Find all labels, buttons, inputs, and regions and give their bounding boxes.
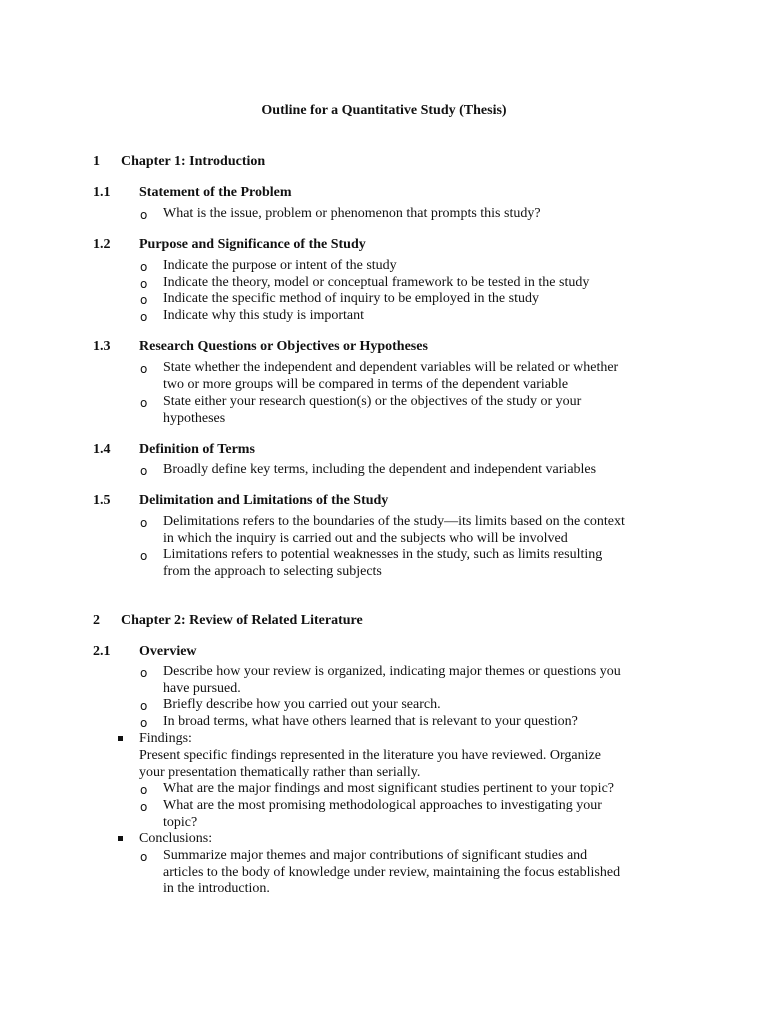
list-item: What is the issue, problem or phenomenon that prompts this study? (163, 206, 541, 221)
list-item: Indicate the theory, model or conceptual framework to be tested in the study (163, 275, 590, 290)
section-1-5-title: Delimitation and Limitations of the Study (139, 493, 389, 508)
bullet-icon: o (140, 277, 148, 291)
list-item: Indicate why this study is important (163, 308, 365, 323)
chapter-2-number: 2 (93, 613, 100, 628)
bullet-icon: o (140, 783, 148, 797)
bullet-icon: o (140, 464, 148, 478)
bullet-icon: o (140, 716, 148, 730)
list-item: Broadly define key terms, including the dependent and independent variables (163, 462, 597, 477)
list-item: What are the major findings and most significant studies pertinent to your topic? (163, 781, 615, 796)
list-item: Limitations refers to potential weaknesses in the study, such as limits resulting from the approach to selecting subjects (163, 547, 603, 579)
conclusions-label: Conclusions: (139, 831, 213, 846)
chapter-1-title: Chapter 1: Introduction (121, 154, 266, 169)
section-1-3-number: 1.3 (93, 339, 111, 354)
section-1-2-title: Purpose and Significance of the Study (139, 237, 366, 252)
section-1-4-title: Definition of Terms (139, 442, 255, 457)
bullet-icon: o (140, 260, 148, 274)
list-item: Describe how your review is organized, indicating major themes or questions you have pursued. (163, 664, 621, 696)
square-bullet-icon (118, 736, 123, 741)
section-1-5-number: 1.5 (93, 493, 111, 508)
bullet-icon: o (140, 516, 148, 530)
section-2-1-number: 2.1 (93, 644, 111, 659)
bullet-icon: o (140, 850, 148, 864)
findings-label: Findings: (139, 731, 192, 746)
bullet-icon: o (140, 293, 148, 307)
findings-text: Present specific findings represented in the literature you have reviewed. Organize your presentation thematically rather than serially. (139, 748, 601, 780)
bullet-icon: o (140, 699, 148, 713)
bullet-icon: o (140, 666, 148, 680)
list-item: Briefly describe how you carried out your search. (163, 697, 441, 712)
section-1-4-number: 1.4 (93, 442, 111, 457)
chapter-2-title: Chapter 2: Review of Related Literature (121, 613, 363, 628)
bullet-icon: o (140, 310, 148, 324)
bullet-icon: o (140, 362, 148, 376)
list-item: State whether the independent and dependent variables will be related or whether two or more groups will be compared in terms of the dependent variable (163, 360, 619, 392)
list-item: State either your research question(s) or the objectives of the study or your hypotheses (163, 394, 582, 426)
bullet-icon: o (140, 549, 148, 563)
section-1-2-number: 1.2 (93, 237, 111, 252)
list-item: Indicate the specific method of inquiry to be employed in the study (163, 291, 539, 306)
list-item: What are the most promising methodological approaches to investigating your topic? (163, 798, 602, 830)
list-item: Delimitations refers to the boundaries of the study—its limits based on the context in which the inquiry is carried out and the subjects who will be involved (163, 514, 625, 546)
bullet-icon: o (140, 208, 148, 222)
section-1-3-title: Research Questions or Objectives or Hypotheses (139, 339, 428, 354)
section-2-1-title: Overview (139, 644, 197, 659)
bullet-icon: o (140, 396, 148, 410)
bullet-icon: o (140, 800, 148, 814)
section-1-1-title: Statement of the Problem (139, 185, 292, 200)
chapter-1-number: 1 (93, 154, 100, 169)
list-item: Summarize major themes and major contributions of significant studies and articles to the body of knowledge under review, maintaining the focus established in the introduction. (163, 848, 621, 896)
list-item: Indicate the purpose or intent of the study (163, 258, 397, 273)
document-title: Outline for a Quantitative Study (Thesis) (261, 103, 507, 118)
section-1-1-number: 1.1 (93, 185, 111, 200)
square-bullet-icon (118, 836, 123, 841)
list-item: In broad terms, what have others learned that is relevant to your question? (163, 714, 578, 729)
